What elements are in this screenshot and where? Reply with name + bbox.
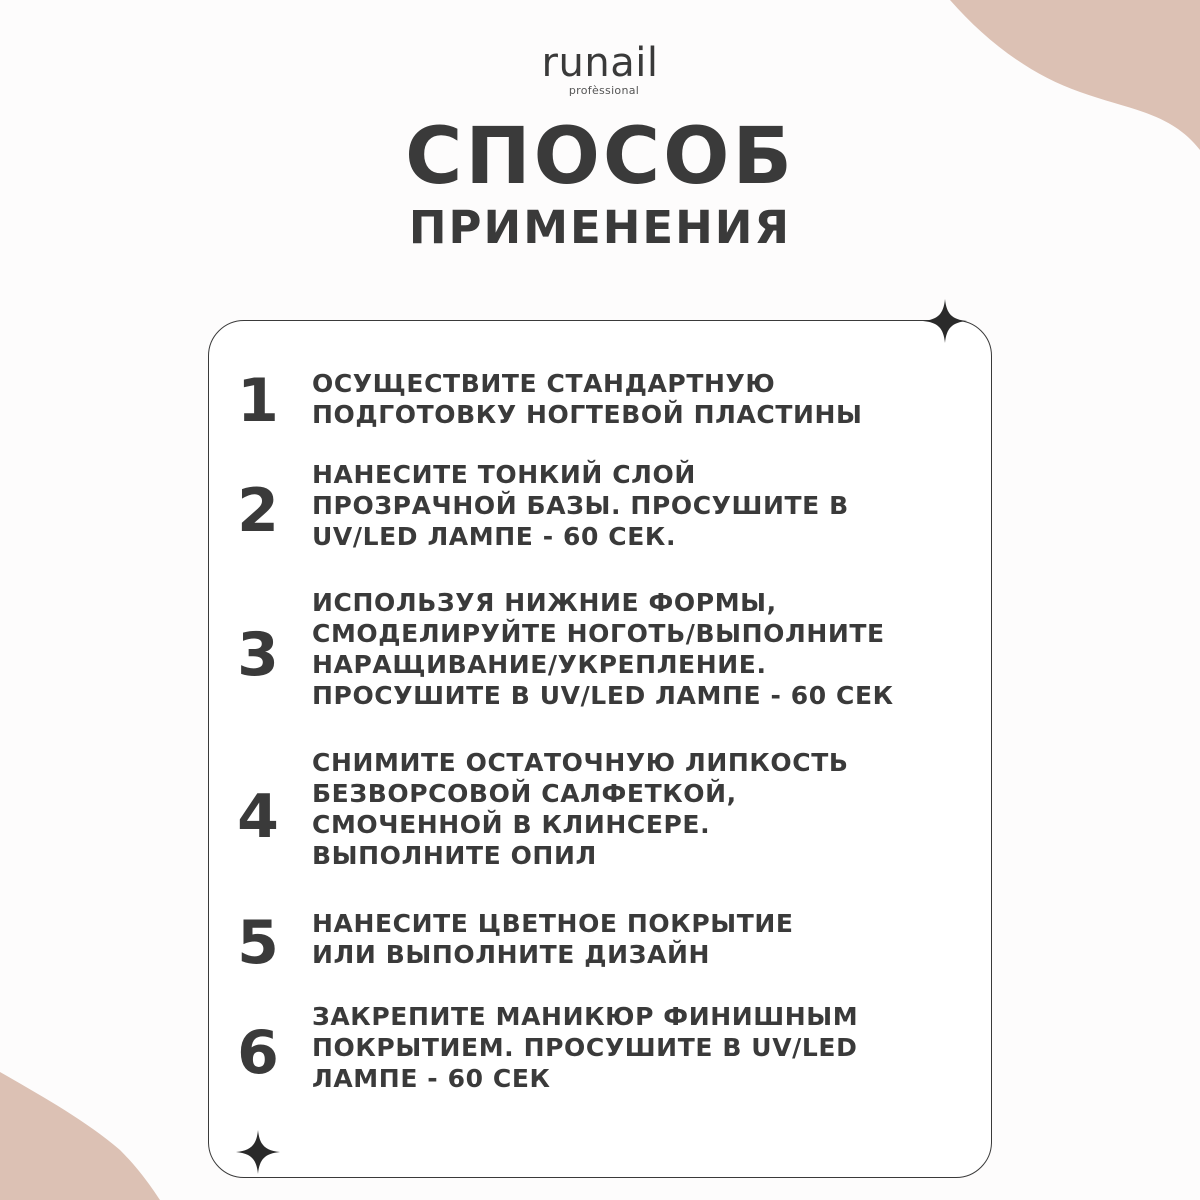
step-text [312,368,972,430]
step-line: НАНЕСИТЕ ЦВЕТНОЕ ПОКРЫТИЕ [312,909,794,938]
brand-logo [0,40,1200,97]
step-number: 5 [237,908,279,978]
step-text [312,908,972,970]
step-line: ПРОЗРАЧНОЙ БАЗЫ. ПРОСУШИТЕ В [312,491,849,520]
sparkle-icon [923,299,967,343]
step-line: ВЫПОЛНИТЕ ОПИЛ [312,841,597,870]
step-number: 4 [237,782,279,852]
step-number: 1 [237,366,279,436]
step-line: ПОКРЫТИЕМ. ПРОСУШИТЕ В UV/LED [312,1033,858,1062]
brand-subtitle: profèssional [568,84,640,97]
bottom-left-blob [0,1072,160,1200]
step-number: 6 [237,1018,279,1088]
page-subtitle: ПРИМЕНЕНИЯ [408,201,792,254]
step-number: 2 [237,476,279,546]
step-line: ЗАКРЕПИТЕ МАНИКЮР ФИНИШНЫМ [312,1002,859,1031]
step-number: 3 [237,620,279,690]
step-text [312,1001,972,1094]
step-line: СНИМИТЕ ОСТАТОЧНУЮ ЛИПКОСТЬ [312,748,849,777]
step-line: ПРОСУШИТЕ В UV/LED ЛАМПЕ - 60 СЕК [312,681,894,710]
step-line: НАНЕСИТЕ ТОНКИЙ СЛОЙ [312,460,696,489]
step-line: ИСПОЛЬЗУЯ НИЖНИЕ ФОРМЫ, [312,588,777,617]
step-text [312,459,972,552]
step-line: ИЛИ ВЫПОЛНИТЕ ДИЗАЙН [312,940,711,969]
page-title: СПОСОБ [405,112,795,202]
brand-name: runail [541,40,659,86]
step-text [312,747,972,871]
step-line: ПОДГОТОВКУ НОГТЕВОЙ ПЛАСТИНЫ [312,400,863,429]
step-text [312,587,972,711]
sparkle-icon [236,1130,280,1174]
step-line: СМОДЕЛИРУЙТЕ НОГОТЬ/ВЫПОЛНИТЕ [312,619,885,648]
step-line: UV/LED ЛАМПЕ - 60 СЕК. [312,522,677,551]
step-line: БЕЗВОРСОВОЙ САЛФЕТКОЙ, [312,779,737,808]
step-line: ЛАМПЕ - 60 СЕК [312,1064,551,1093]
step-line: СМОЧЕННОЙ В КЛИНСЕРЕ. [312,810,711,839]
step-line: ОСУЩЕСТВИТЕ СТАНДАРТНУЮ [312,369,776,398]
step-line: НАРАЩИВАНИЕ/УКРЕПЛЕНИЕ. [312,650,767,679]
